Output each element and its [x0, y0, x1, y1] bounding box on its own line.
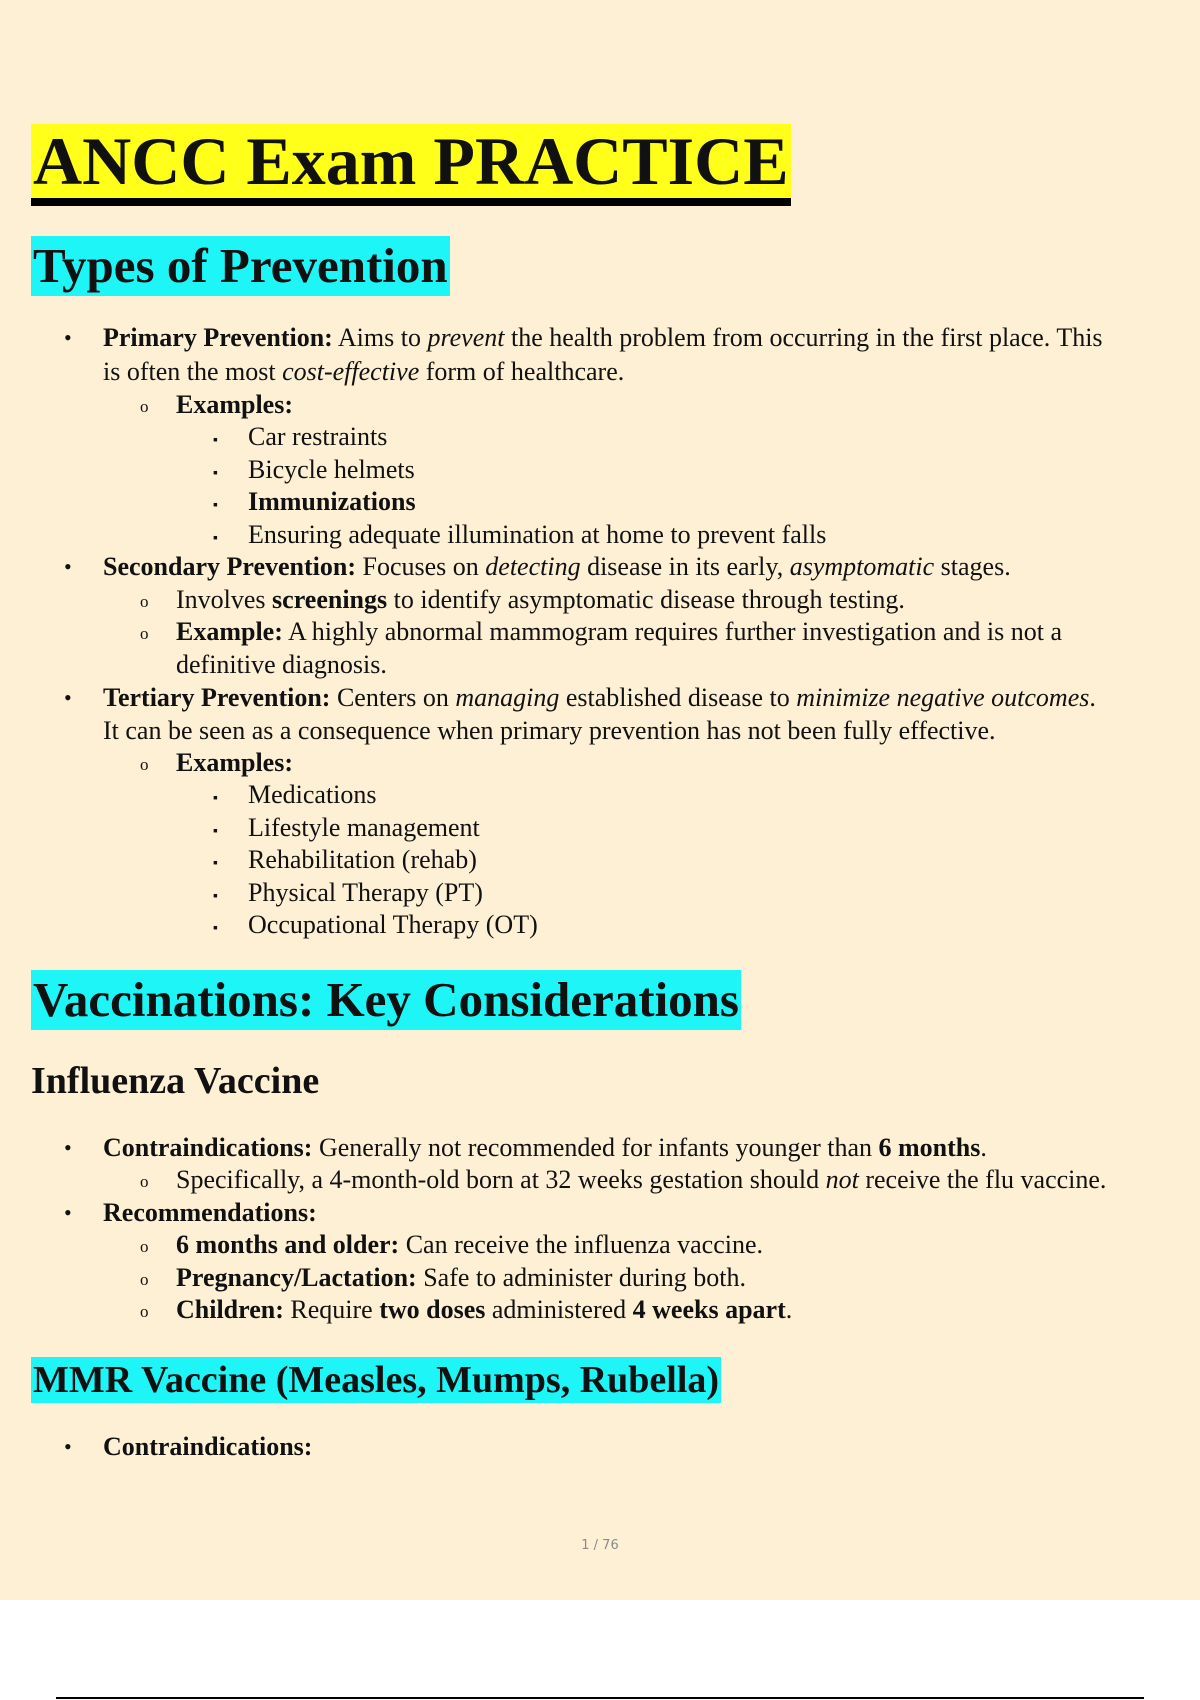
- bullet: [213, 486, 218, 522]
- bullet: [213, 454, 218, 490]
- tertiary-prevention-line2: It can be seen as a consequence when primary prevention has not been fully effective.: [103, 716, 996, 745]
- bullet: [213, 812, 218, 848]
- primary-prevention-line1: Primary Prevention: Aims to prevent the health problem from occurring in the first place. This: [103, 323, 1103, 352]
- page-title: ANCC Exam PRACTICE: [31, 124, 791, 206]
- bullet: [140, 1262, 149, 1296]
- section-heading-prevention: Types of Prevention: [31, 236, 450, 296]
- bullet: [213, 779, 218, 815]
- tertiary-examples-label: Examples:: [176, 748, 293, 777]
- influenza-contra-detail: Specifically, a 4-month-old born at 32 weeks gestation should not receive the flu vaccine.: [176, 1165, 1107, 1194]
- list-item: Ensuring adequate illumination at home to prevent falls: [248, 520, 827, 549]
- secondary-prevention-line: Secondary Prevention: Focuses on detecting disease in its early, asymptomatic stages.: [103, 552, 1011, 581]
- secondary-example-line1: Example: A highly abnormal mammogram requires further investigation and is not a: [176, 617, 1063, 646]
- list-item: Medications: [248, 780, 377, 809]
- subheading-mmr: MMR Vaccine (Measles, Mumps, Rubella): [33, 1359, 720, 1401]
- bullet: [64, 551, 72, 583]
- tertiary-prevention-line1: Tertiary Prevention: Centers on managing established disease to minimize negative outcomes.: [103, 683, 1096, 712]
- bullet: [213, 844, 218, 880]
- bullet: [64, 322, 72, 354]
- secondary-example-line2: definitive diagnosis.: [176, 650, 387, 679]
- bullet: [213, 421, 218, 457]
- bullet: [213, 877, 218, 913]
- bullet: [140, 389, 149, 423]
- list-item: Bicycle helmets: [248, 455, 415, 484]
- bullet: [64, 1197, 72, 1229]
- bullet: [140, 1229, 149, 1263]
- recommendation-item: Children: Require two doses administered 4 weeks apart.: [176, 1295, 793, 1324]
- bullet: [140, 1164, 149, 1198]
- divider: [56, 1697, 1144, 1699]
- influenza-contraindications-line: Contraindications: Generally not recommended for infants younger than 6 months.: [103, 1133, 987, 1162]
- bullet: [140, 1294, 149, 1328]
- bullet: [64, 682, 72, 714]
- subheading-influenza: Influenza Vaccine: [31, 1060, 320, 1102]
- bullet: [213, 909, 218, 945]
- section-heading-vaccinations: Vaccinations: Key Considerations: [31, 970, 741, 1030]
- list-item: Lifestyle management: [248, 813, 480, 842]
- list-item: Immunizations: [248, 487, 416, 516]
- recommendation-item: Pregnancy/Lactation: Safe to administer during both.: [176, 1263, 746, 1292]
- list-item: Occupational Therapy (OT): [248, 910, 538, 939]
- primary-prevention-line2: is often the most cost-effective form of healthcare.: [103, 357, 625, 386]
- primary-examples-label: Examples:: [176, 390, 293, 419]
- mmr-contraindications-label: Contraindications:: [103, 1432, 313, 1461]
- list-item: Physical Therapy (PT): [248, 878, 483, 907]
- bullet: [64, 1431, 72, 1463]
- bullet: [140, 584, 149, 618]
- list-item: Car restraints: [248, 422, 388, 451]
- list-item: Rehabilitation (rehab): [248, 845, 477, 874]
- secondary-screenings-line: Involves screenings to identify asymptomatic disease through testing.: [176, 585, 905, 614]
- bullet: [140, 747, 149, 781]
- recommendation-item: 6 months and older: Can receive the influenza vaccine.: [176, 1230, 763, 1259]
- bullet: [213, 519, 218, 555]
- bullet: [140, 616, 149, 650]
- recommendations-label: Recommendations:: [103, 1198, 317, 1227]
- page-indicator: 1 / 76: [581, 1538, 619, 1553]
- bullet: [64, 1132, 72, 1164]
